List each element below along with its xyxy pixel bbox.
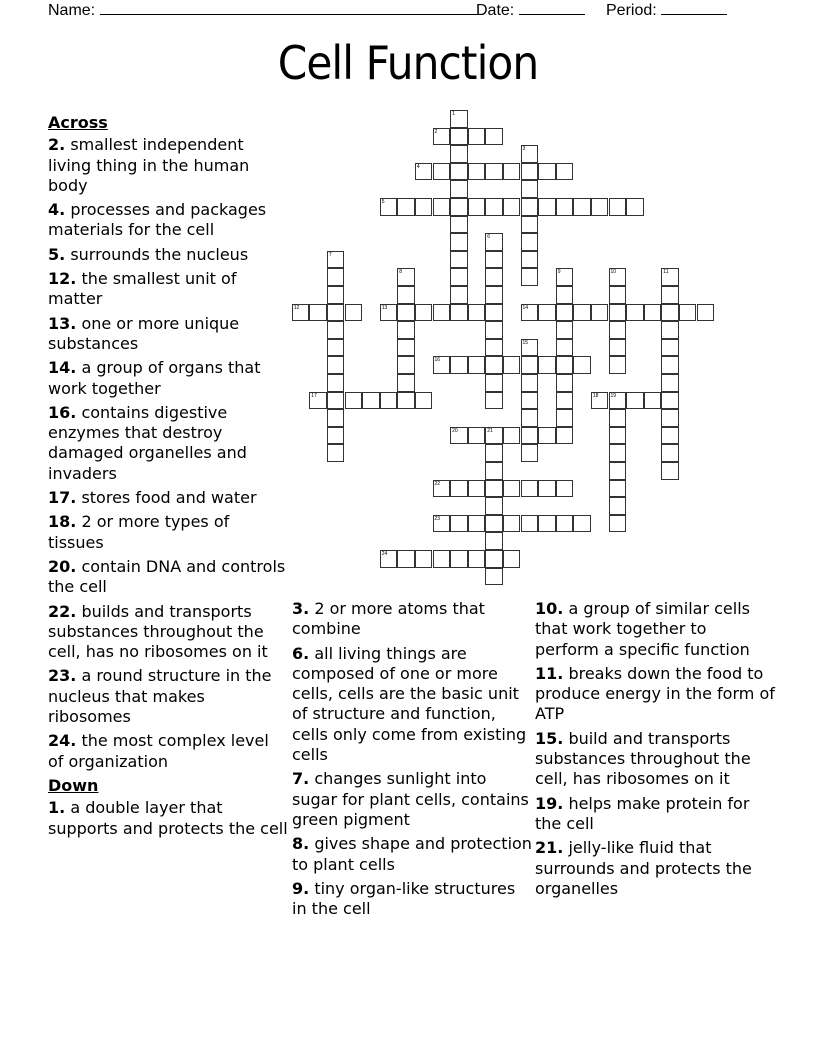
clue-text: a group of organs that work together [48, 358, 261, 398]
grid-cell[interactable] [609, 462, 627, 480]
grid-cell[interactable] [327, 321, 345, 339]
grid-cell[interactable] [661, 427, 679, 445]
across-clue [48, 200, 288, 241]
grid-cell[interactable] [521, 409, 539, 427]
grid-cell[interactable] [591, 304, 609, 322]
grid-cell[interactable] [327, 268, 345, 286]
grid-cell[interactable] [485, 339, 503, 357]
clue-number: 19. [535, 793, 564, 813]
grid-cell[interactable] [450, 286, 468, 304]
grid-cell[interactable] [521, 356, 539, 374]
grid-cell[interactable] [556, 304, 574, 322]
grid-cell[interactable] [450, 180, 468, 198]
clue-number: 3. [292, 599, 310, 618]
cell-number: 20 [452, 427, 458, 434]
grid-cell[interactable] [485, 444, 503, 462]
grid-cell[interactable] [397, 321, 415, 339]
grid-cell[interactable] [468, 163, 486, 181]
clue-text: surrounds the nucleus [70, 244, 249, 264]
clue-text: breaks down the food to produce energy in the form of ATP [535, 663, 775, 724]
clue-number: 10. [535, 599, 564, 618]
grid-cell[interactable] [380, 198, 398, 216]
grid-cell[interactable] [521, 251, 539, 269]
grid-cell[interactable] [521, 339, 539, 357]
grid-cell[interactable] [556, 321, 574, 339]
grid-cell[interactable] [573, 356, 591, 374]
grid-cell[interactable] [327, 304, 345, 322]
grid-cell[interactable] [573, 304, 591, 322]
clue-text: build and transports substances throughout the cell, has ribosomes on it [535, 728, 751, 789]
across-heading: Across [48, 113, 108, 132]
clue-number: 23. [48, 666, 77, 686]
grid-cell[interactable] [503, 356, 521, 374]
grid-cell[interactable] [485, 356, 503, 374]
clue-text: stores food and water [81, 488, 257, 508]
grid-cell[interactable] [450, 356, 468, 374]
across-clue [48, 245, 288, 265]
clues-middle-column [292, 599, 532, 923]
grid-cell[interactable] [450, 128, 468, 146]
grid-cell[interactable] [450, 251, 468, 269]
across-clue [48, 731, 288, 772]
grid-cell[interactable] [450, 515, 468, 533]
grid-cell[interactable] [485, 480, 503, 498]
grid-cell[interactable] [679, 304, 697, 322]
grid-cell[interactable] [556, 392, 574, 410]
clue-number: 17. [48, 488, 77, 508]
down-clue [535, 794, 775, 835]
grid-cell[interactable] [433, 198, 451, 216]
down-clue [535, 599, 775, 660]
cell-number: 15 [522, 339, 529, 346]
clue-number: 13. [48, 313, 77, 333]
clue-text: helps make protein for the cell [535, 793, 750, 833]
clue-text: the most complex level of organization [48, 731, 269, 771]
clue-number: 16. [48, 402, 77, 422]
grid-cell[interactable] [661, 444, 679, 462]
date-field[interactable] [476, 0, 585, 20]
grid-cell[interactable] [450, 427, 468, 445]
grid-cell[interactable] [345, 392, 363, 410]
down-clue [292, 644, 532, 766]
grid-cell[interactable] [327, 286, 345, 304]
across-clue [48, 269, 288, 310]
clue-number: 15. [535, 728, 564, 748]
clue-number: 2. [48, 135, 66, 155]
cell-number: 14 [522, 304, 529, 311]
clue-text: gives shape and protection to plant cells [292, 834, 532, 874]
down-clue [292, 769, 532, 830]
grid-cell[interactable] [485, 550, 503, 568]
grid-cell[interactable] [485, 304, 503, 322]
grid-cell[interactable] [503, 198, 521, 216]
grid-cell[interactable] [503, 163, 521, 181]
grid-cell[interactable] [521, 145, 539, 163]
clues-left-column [48, 113, 288, 843]
grid-cell[interactable] [450, 480, 468, 498]
grid-cell[interactable] [380, 304, 398, 322]
grid-cell[interactable] [626, 304, 644, 322]
across-clue [48, 512, 288, 553]
grid-cell[interactable] [556, 409, 574, 427]
grid-cell[interactable] [609, 409, 627, 427]
clue-number: 18. [48, 512, 77, 532]
grid-cell[interactable] [538, 427, 556, 445]
grid-cell[interactable] [573, 515, 591, 533]
grid-cell[interactable] [415, 304, 433, 322]
across-clue [48, 488, 288, 508]
cell-number: 16 [434, 357, 441, 364]
grid-cell[interactable] [661, 356, 679, 374]
grid-cell[interactable] [433, 356, 451, 374]
grid-cell[interactable] [521, 392, 539, 410]
name-field[interactable] [48, 0, 478, 20]
clue-text: a double layer that supports and protects the cell [48, 798, 288, 838]
cell-number: 24 [381, 551, 388, 557]
grid-cell[interactable] [485, 286, 503, 304]
grid-cell[interactable] [450, 216, 468, 234]
grid-cell[interactable] [609, 444, 627, 462]
cell-number: 7 [328, 251, 332, 258]
grid-cell[interactable] [644, 304, 662, 322]
clue-text: contains digestive enzymes that destroy damaged organelles and invaders [48, 402, 247, 483]
grid-cell[interactable] [485, 374, 503, 392]
page-title: Cell Function [277, 36, 539, 90]
grid-cell[interactable] [433, 128, 451, 146]
cell-number: 11 [663, 269, 669, 276]
grid-cell[interactable] [661, 321, 679, 339]
grid-cell[interactable] [556, 356, 574, 374]
clue-text: jelly-like fluid that surrounds and protects the organelles [535, 838, 752, 898]
grid-cell[interactable] [485, 515, 503, 533]
grid-cell[interactable] [485, 497, 503, 515]
grid-cell[interactable] [521, 480, 539, 498]
clue-text: smallest independent living thing in the human body [48, 135, 250, 195]
grid-cell[interactable] [609, 497, 627, 515]
grid-cell[interactable] [327, 339, 345, 357]
across-clue [48, 557, 288, 598]
clue-number: 14. [48, 358, 77, 378]
clue-number: 1. [48, 798, 66, 818]
grid-cell[interactable] [450, 304, 468, 322]
clue-number: 7. [292, 769, 310, 789]
grid-cell[interactable] [327, 427, 345, 445]
cell-number: 1 [452, 111, 455, 117]
grid-cell[interactable] [485, 163, 503, 181]
down-clue [48, 798, 288, 839]
cell-number: 19 [610, 392, 617, 399]
clue-text: processes and packages materials for the cell [48, 200, 267, 240]
cell-number: 13 [381, 304, 388, 311]
grid-cell[interactable] [556, 198, 574, 216]
grid-cell[interactable] [485, 462, 503, 480]
grid-cell[interactable] [521, 198, 539, 216]
grid-cell[interactable] [433, 480, 451, 498]
down-clue [292, 834, 532, 875]
grid-cell[interactable] [327, 251, 345, 269]
grid-cell[interactable] [380, 550, 398, 568]
clue-text: tiny organ-like structures in the cell [292, 878, 516, 919]
grid-cell[interactable] [415, 550, 433, 568]
grid-cell[interactable] [397, 392, 415, 410]
clue-number: 11. [535, 663, 564, 683]
down-clue [292, 599, 532, 640]
down-clue [535, 838, 775, 899]
grid-cell[interactable] [626, 392, 644, 410]
grid-cell[interactable] [556, 286, 574, 304]
grid-cell[interactable] [450, 268, 468, 286]
cell-number: 10 [610, 269, 617, 276]
clues-right-column [535, 599, 775, 903]
grid-cell[interactable] [327, 409, 345, 427]
cell-number: 18 [592, 392, 599, 399]
grid-cell[interactable] [415, 163, 433, 181]
cell-number: 22 [434, 480, 441, 487]
clue-number: 20. [48, 556, 77, 576]
across-clue [48, 403, 288, 484]
across-clue [48, 135, 288, 196]
grid-cell[interactable] [397, 339, 415, 357]
grid-cell[interactable] [450, 198, 468, 216]
grid-cell[interactable] [433, 304, 451, 322]
grid-cell[interactable] [450, 110, 468, 128]
grid-cell[interactable] [485, 532, 503, 550]
grid-cell[interactable] [397, 304, 415, 322]
grid-cell[interactable] [609, 268, 627, 286]
grid-cell[interactable] [538, 163, 556, 181]
grid-cell[interactable] [661, 392, 679, 410]
grid-cell[interactable] [521, 374, 539, 392]
clue-number: 22. [48, 601, 77, 621]
clue-number: 12. [48, 269, 77, 289]
grid-cell[interactable] [397, 356, 415, 374]
down-clue [292, 879, 532, 920]
across-clue [48, 314, 288, 355]
grid-cell[interactable] [450, 233, 468, 251]
grid-cell[interactable] [485, 233, 503, 251]
clue-text: 2 or more atoms that combine [292, 599, 485, 639]
clue-number: 6. [292, 643, 310, 663]
grid-cell[interactable] [521, 427, 539, 445]
cell-number: 23 [434, 515, 441, 522]
grid-cell[interactable] [397, 268, 415, 286]
cell-number: 21 [487, 427, 493, 434]
grid-cell[interactable] [609, 198, 627, 216]
down-clue [535, 729, 775, 790]
grid-cell[interactable] [327, 356, 345, 374]
grid-cell[interactable] [397, 550, 415, 568]
grid-cell[interactable] [661, 304, 679, 322]
grid-cell[interactable] [450, 163, 468, 181]
grid-cell[interactable] [538, 515, 556, 533]
grid-cell[interactable] [591, 198, 609, 216]
grid-cell[interactable] [468, 304, 486, 322]
clue-number: 8. [292, 834, 310, 854]
down-clue [535, 664, 775, 725]
grid-cell[interactable] [327, 392, 345, 410]
grid-cell[interactable] [521, 233, 539, 251]
grid-cell[interactable] [309, 392, 327, 410]
grid-cell[interactable] [485, 128, 503, 146]
clue-text: builds and transports substances throughout the cell, has no ribosomes on it [48, 601, 268, 662]
period-field[interactable] [606, 0, 727, 20]
grid-cell[interactable] [661, 268, 679, 286]
grid-cell[interactable] [556, 374, 574, 392]
clue-text: all living things are composed of one or more cells, cells are the basic unit of structure and function, cells only come from existing cells [292, 643, 527, 765]
grid-cell[interactable] [591, 392, 609, 410]
clue-text: changes sunlight into sugar for plant cells, contains green pigment [292, 769, 529, 829]
grid-cell[interactable] [521, 216, 539, 234]
across-clue [48, 666, 288, 727]
grid-cell[interactable] [415, 198, 433, 216]
grid-cell[interactable] [521, 180, 539, 198]
grid-cell[interactable] [609, 427, 627, 445]
grid-cell[interactable] [450, 550, 468, 568]
grid-cell[interactable] [468, 356, 486, 374]
grid-cell[interactable] [573, 198, 591, 216]
clue-text: a group of similar cells that work together to perform a specific function [535, 599, 750, 659]
grid-cell[interactable] [397, 198, 415, 216]
grid-cell[interactable] [485, 251, 503, 269]
grid-cell[interactable] [327, 374, 345, 392]
grid-cell[interactable] [309, 304, 327, 322]
grid-cell[interactable] [538, 198, 556, 216]
grid-cell[interactable] [661, 339, 679, 357]
cell-number: 12 [293, 304, 300, 311]
grid-cell[interactable] [485, 198, 503, 216]
grid-cell[interactable] [661, 462, 679, 480]
grid-cell[interactable] [661, 374, 679, 392]
grid-cell[interactable] [609, 304, 627, 322]
grid-cell[interactable] [556, 339, 574, 357]
clue-text: contain DNA and controls the cell [48, 556, 286, 597]
grid-cell[interactable] [521, 304, 539, 322]
grid-cell[interactable] [503, 550, 521, 568]
grid-cell[interactable] [661, 286, 679, 304]
grid-cell[interactable] [538, 304, 556, 322]
grid-cell[interactable] [485, 321, 503, 339]
cell-number: 9 [557, 269, 561, 276]
cell-number: 2 [434, 128, 438, 135]
grid-cell[interactable] [468, 198, 486, 216]
clue-number: 24. [48, 731, 77, 751]
grid-cell[interactable] [521, 515, 539, 533]
grid-cell[interactable] [362, 392, 380, 410]
grid-cell[interactable] [345, 304, 363, 322]
cell-number: 8 [399, 269, 403, 276]
grid-cell[interactable] [538, 480, 556, 498]
grid-cell[interactable] [503, 427, 521, 445]
grid-cell[interactable] [609, 392, 627, 410]
cell-number: 6 [487, 234, 491, 241]
grid-cell[interactable] [397, 286, 415, 304]
across-clue [48, 358, 288, 399]
clue-text: one or more unique substances [48, 313, 240, 353]
grid-cell[interactable] [521, 268, 539, 286]
grid-cell[interactable] [556, 427, 574, 445]
grid-cell[interactable] [609, 321, 627, 339]
grid-cell[interactable] [609, 339, 627, 357]
clue-number: 5. [48, 244, 66, 264]
grid-cell[interactable] [468, 480, 486, 498]
grid-cell[interactable] [292, 304, 310, 322]
grid-cell[interactable] [697, 304, 715, 322]
cell-number: 17 [311, 392, 317, 399]
period-label: Period: [606, 2, 657, 19]
date-label: Date: [476, 2, 515, 19]
name-label: Name: [48, 2, 96, 19]
grid-cell[interactable] [661, 409, 679, 427]
grid-cell[interactable] [327, 444, 345, 462]
clue-text: a round structure in the nucleus that makes ribosomes [48, 666, 272, 727]
down-heading: Down [48, 775, 99, 795]
grid-cell[interactable] [609, 356, 627, 374]
cell-number: 3 [522, 146, 526, 153]
grid-cell[interactable] [397, 374, 415, 392]
grid-cell[interactable] [503, 480, 521, 498]
grid-cell[interactable] [556, 268, 574, 286]
grid-cell[interactable] [609, 480, 627, 498]
grid-cell[interactable] [485, 568, 503, 586]
clue-text: the smallest unit of matter [48, 269, 237, 309]
grid-cell[interactable] [468, 550, 486, 568]
cell-number: 4 [416, 163, 420, 170]
grid-cell[interactable] [644, 392, 662, 410]
grid-cell[interactable] [626, 198, 644, 216]
grid-cell[interactable] [556, 515, 574, 533]
clue-number: 9. [292, 878, 310, 898]
grid-cell[interactable] [468, 427, 486, 445]
grid-cell[interactable] [433, 515, 451, 533]
grid-cell[interactable] [450, 145, 468, 163]
across-clue [48, 602, 288, 663]
clue-text: 2 or more types of tissues [48, 512, 230, 552]
grid-cell[interactable] [380, 392, 398, 410]
grid-cell[interactable] [521, 163, 539, 181]
cell-number: 5 [381, 199, 385, 205]
grid-cell[interactable] [609, 286, 627, 304]
grid-cell[interactable] [538, 356, 556, 374]
clue-number: 21. [535, 838, 564, 858]
grid-cell[interactable] [485, 427, 503, 445]
grid-cell[interactable] [433, 163, 451, 181]
grid-cell[interactable] [468, 515, 486, 533]
grid-cell[interactable] [433, 550, 451, 568]
grid-cell[interactable] [521, 444, 539, 462]
grid-cell[interactable] [415, 392, 433, 410]
grid-cell[interactable] [468, 128, 486, 146]
grid-cell[interactable] [609, 515, 627, 533]
grid-cell[interactable] [485, 392, 503, 410]
grid-cell[interactable] [556, 480, 574, 498]
grid-cell[interactable] [556, 163, 574, 181]
grid-cell[interactable] [485, 268, 503, 286]
clue-number: 4. [48, 200, 66, 220]
grid-cell[interactable] [503, 515, 521, 533]
